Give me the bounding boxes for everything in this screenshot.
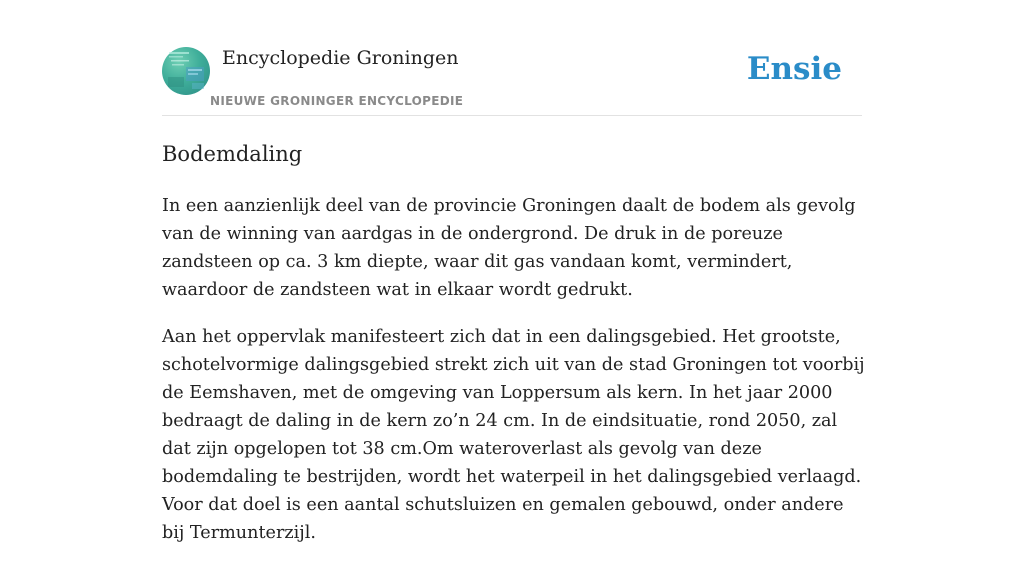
encyclopedia-cover-icon[interactable]	[162, 47, 210, 95]
page	[162, 0, 865, 543]
article-body	[162, 192, 870, 566]
ensie-logo-link[interactable]: Ensie	[746, 51, 842, 87]
article-title: Bodemdaling	[162, 142, 303, 166]
site-name[interactable]: Encyclopedie Groningen	[222, 47, 459, 69]
site-header	[162, 0, 862, 116]
article-paragraph: In een aanzienlijk deel van de provincie Groningen daalt de bodem als gevolg van de winning van aardgas in de ondergrond. De druk in de poreuze zandsteen op ca. 3 km diepte, waar dit gas vandaan komt, vermindert, waardoor de zandsteen wat in elkaar wordt gedrukt.	[162, 196, 856, 300]
site-subtitle: NIEUWE GRONINGER ENCYCLOPEDIE	[210, 94, 464, 108]
article-paragraph: Aan het oppervlak manifesteert zich dat in een dalingsgebied. Het grootste, schotelvormige dalingsgebied strekt zich uit van de stad Groningen tot voorbij de Eemshaven, met de omgeving van Loppersum als kern. In het jaar 2000 bedraagt de daling in de kern zo’n 24 cm. In de eindsituatie, rond 2050, zal dat zijn opgelopen tot 38 cm.Om wateroverlast als gevolg van deze bodemdaling te bestrijden, wordt het waterpeil in het dalingsgebied verlaagd. Voor dat doel is een aantal schutsluizen en gemalen gebouwd, onder andere bij Termunterzijl.	[162, 327, 865, 543]
